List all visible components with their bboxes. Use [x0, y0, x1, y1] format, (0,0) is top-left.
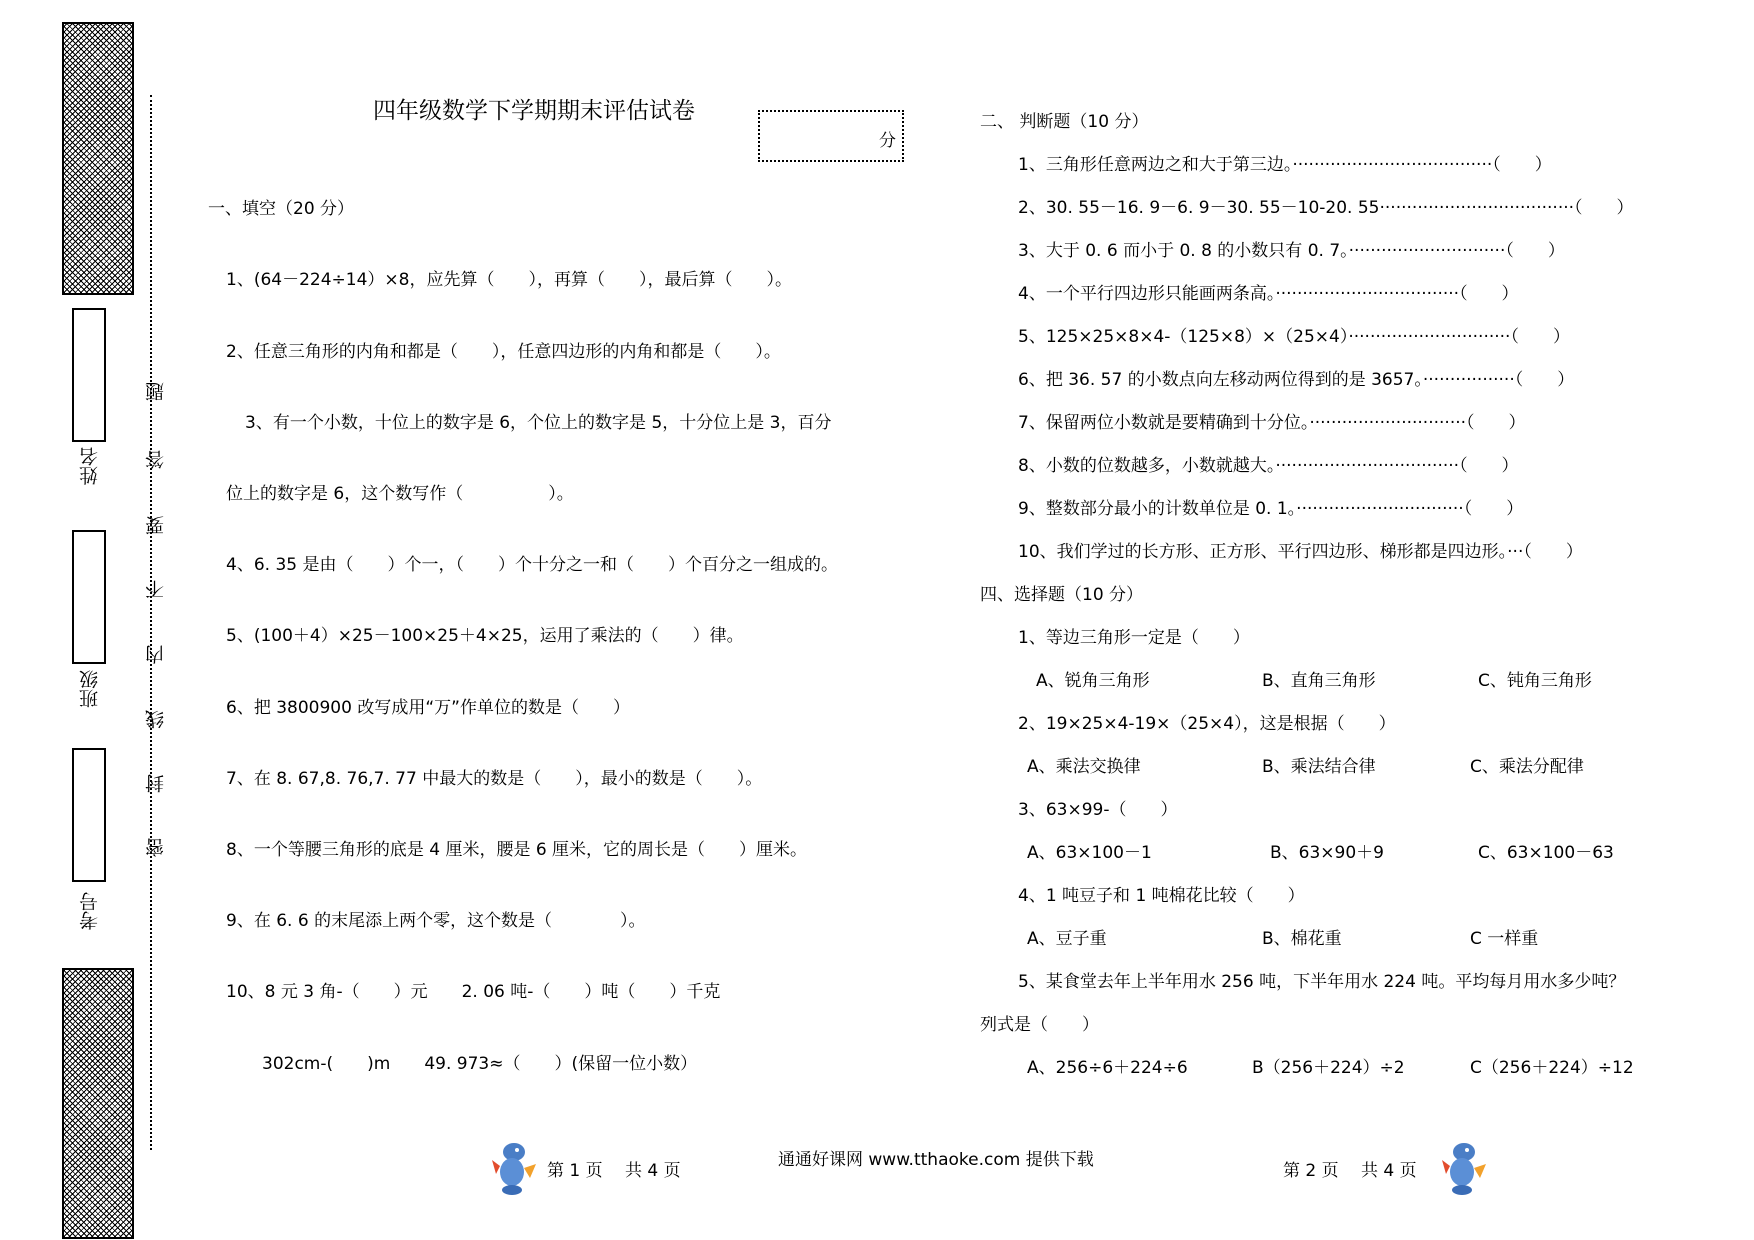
answer-paren: （ ） — [1574, 198, 1634, 218]
judge-question-text: 9、整数部分最小的计数单位是 0. 1。 — [1018, 499, 1297, 519]
fill-question-5: 5、(100＋4）×25－100×25＋4×25，运用了乘法的（ ）律。 — [226, 626, 744, 646]
choice-option-b: B、直角三角形 — [1262, 671, 1376, 691]
footer-site-credit: 通通好课网 www.tthaoke.com 提供下载 — [778, 1150, 1094, 1170]
judge-question-text: 4、一个平行四边形只能画两条高。 — [1018, 284, 1276, 304]
answer-paren: （ ） — [1514, 370, 1575, 390]
choice-option-c: C、63×100－63 — [1478, 843, 1614, 863]
mascot-logo-right — [1440, 1140, 1488, 1196]
seal-dotted-line — [150, 95, 152, 1150]
class-label: 班级 — [79, 670, 101, 708]
leader-dots: ······························· — [1296, 499, 1464, 519]
choice-option-a: A、锐角三角形 — [1036, 671, 1150, 691]
choice-option-c: C 一样重 — [1470, 929, 1539, 949]
leader-dots: ··· — [1507, 542, 1524, 562]
binding-pattern-bottom — [62, 968, 134, 1239]
section-1-heading: 一、填空（20 分） — [208, 199, 355, 219]
right-page-number: 第 2 页 共 4 页 — [1283, 1161, 1417, 1181]
judge-question-3 — [1018, 236, 1565, 261]
leader-dots: ····································· — [1292, 155, 1493, 175]
fill-question-2: 2、任意三角形的内角和都是（ ），任意四边形的内角和都是（ ）。 — [226, 342, 781, 362]
seal-char: 密 — [145, 838, 167, 857]
judge-question-6 — [1018, 365, 1574, 390]
judge-question-9 — [1018, 494, 1523, 519]
seal-char: 内 — [145, 645, 167, 664]
choice-option-c: C、钝角三角形 — [1478, 671, 1592, 691]
fill-question-10: 10、8 元 3 角-（ ）元 2. 06 吨-（ ）吨（ ）千克 — [226, 982, 721, 1002]
section-2-heading: 二、 判断题（10 分） — [980, 112, 1149, 132]
score-box[interactable] — [758, 110, 904, 162]
choice-option-c: C、乘法分配律 — [1470, 757, 1584, 777]
mascot-logo-left — [490, 1140, 538, 1196]
seal-char: 题 — [145, 382, 167, 401]
exam-title: 四年级数学下学期期末评估试卷 — [373, 98, 695, 124]
left-page-number: 第 1 页 共 4 页 — [547, 1161, 681, 1181]
judge-question-text: 2、30. 55－16. 9－6. 9－30. 55－10-20. 55 — [1018, 198, 1380, 218]
leader-dots: ················· — [1422, 370, 1515, 390]
leader-dots: ···································· — [1379, 198, 1575, 218]
seal-char: 线 — [145, 710, 167, 729]
fill-question-8: 8、一个等腰三角形的底是 4 厘米，腰是 6 厘米，它的周长是（ ）厘米。 — [226, 840, 808, 860]
choice-option-a: A、256÷6＋224÷6 — [1027, 1058, 1188, 1078]
choice-question-3: 3、63×99-（ ） — [1018, 800, 1178, 820]
name-label: 姓名 — [79, 447, 101, 485]
choice-question-4: 4、1 吨豆子和 1 吨棉花比较（ ） — [1018, 886, 1305, 906]
judge-question-text: 3、大于 0. 6 而小于 0. 8 的小数只有 0. 7。 — [1018, 241, 1349, 261]
fill-question-9: 9、在 6. 6 的末尾添上两个零，这个数是（ ）。 — [226, 911, 646, 931]
seal-char: 不 — [145, 580, 167, 599]
binding-pattern-top — [62, 22, 134, 295]
choice-question-1: 1、等边三角形一定是（ ） — [1018, 628, 1250, 648]
fill-question-3: 3、有一个小数，十位上的数字是 6，个位上的数字是 5，十分位上是 3，百分 — [245, 413, 832, 433]
fill-question-6: 6、把 3800900 改写成用“万”作单位的数是（ ） — [226, 698, 630, 718]
leader-dots: ····························· — [1309, 413, 1467, 433]
judge-question-text: 10、我们学过的长方形、正方形、平行四边形、梯形都是四边形。 — [1018, 542, 1508, 562]
answer-paren: （ ） — [1466, 413, 1526, 433]
fill-question-10-cont: 302cm-( )m 49. 973≈（ ）(保留一位小数） — [262, 1054, 698, 1074]
judge-question-text: 5、125×25×8×4-（125×8）×（25×4） — [1018, 327, 1349, 347]
leader-dots: ·································· — [1275, 456, 1460, 476]
judge-question-text: 6、把 36. 57 的小数点向左移动两位得到的是 3657。 — [1018, 370, 1423, 390]
answer-paren: （ ） — [1459, 284, 1519, 304]
fill-question-3-cont: 位上的数字是 6，这个数写作（ ）。 — [226, 484, 574, 504]
score-label: 分 — [879, 131, 896, 151]
section-4-heading: 四、选择题（10 分） — [980, 585, 1144, 605]
judge-question-8 — [1018, 451, 1519, 476]
answer-paren: （ ） — [1492, 155, 1552, 175]
choice-option-b: B、棉花重 — [1262, 929, 1342, 949]
choice-option-b: B、63×90＋9 — [1270, 843, 1384, 863]
judge-question-4 — [1018, 279, 1519, 304]
fill-question-7: 7、在 8. 67,8. 76,7. 77 中最大的数是（ ），最小的数是（ ）。 — [226, 769, 763, 789]
answer-paren: （ ） — [1459, 456, 1519, 476]
fill-question-1: 1、(64－224÷14）×8，应先算（ ），再算（ ），最后算（ ）。 — [226, 270, 792, 290]
answer-paren: （ ） — [1523, 542, 1583, 562]
seal-char: 要 — [145, 516, 167, 535]
answer-paren: （ ） — [1505, 241, 1565, 261]
choice-question-2: 2、19×25×4-19×（25×4），这是根据（ ） — [1018, 714, 1396, 734]
choice-option-b: B、乘法结合律 — [1262, 757, 1376, 777]
judge-question-text: 1、三角形任意两边之和大于第三边。 — [1018, 155, 1293, 175]
leader-dots: ····························· — [1348, 241, 1506, 261]
judge-question-2 — [1018, 193, 1634, 218]
judge-question-text: 8、小数的位数越多，小数就越大。 — [1018, 456, 1276, 476]
class-field[interactable] — [72, 530, 106, 664]
name-field[interactable] — [72, 308, 106, 442]
choice-question-5: 5、某食堂去年上半年用水 256 吨，下半年用水 224 吨。平均每月用水多少吨？ — [1018, 972, 1626, 992]
seal-char: 答 — [145, 450, 167, 469]
choice-option-c: C（256＋224）÷12 — [1470, 1058, 1634, 1078]
judge-question-text: 7、保留两位小数就是要精确到十分位。 — [1018, 413, 1310, 433]
seal-char: 封 — [145, 774, 167, 793]
fill-question-4: 4、6. 35 是由（ ）个一，（ ）个十分之一和（ ）个百分之一组成的。 — [226, 555, 838, 575]
answer-paren: （ ） — [1510, 327, 1570, 347]
choice-option-b: B（256＋224）÷2 — [1252, 1058, 1405, 1078]
judge-question-10 — [1018, 537, 1583, 562]
leader-dots: ·································· — [1275, 284, 1460, 304]
choice-option-a: A、63×100－1 — [1027, 843, 1152, 863]
choice-option-a: A、乘法交换律 — [1027, 757, 1141, 777]
choice-question-5-cont: 列式是（ ） — [980, 1015, 1099, 1035]
exam-number-field[interactable] — [72, 748, 106, 882]
answer-paren: （ ） — [1463, 499, 1524, 519]
judge-question-5 — [1018, 322, 1570, 347]
choice-option-a: A、豆子重 — [1027, 929, 1107, 949]
leader-dots: ······························ — [1348, 327, 1511, 347]
judge-question-1 — [1018, 150, 1552, 175]
judge-question-7 — [1018, 408, 1526, 433]
exam-number-label: 考号 — [79, 892, 101, 930]
